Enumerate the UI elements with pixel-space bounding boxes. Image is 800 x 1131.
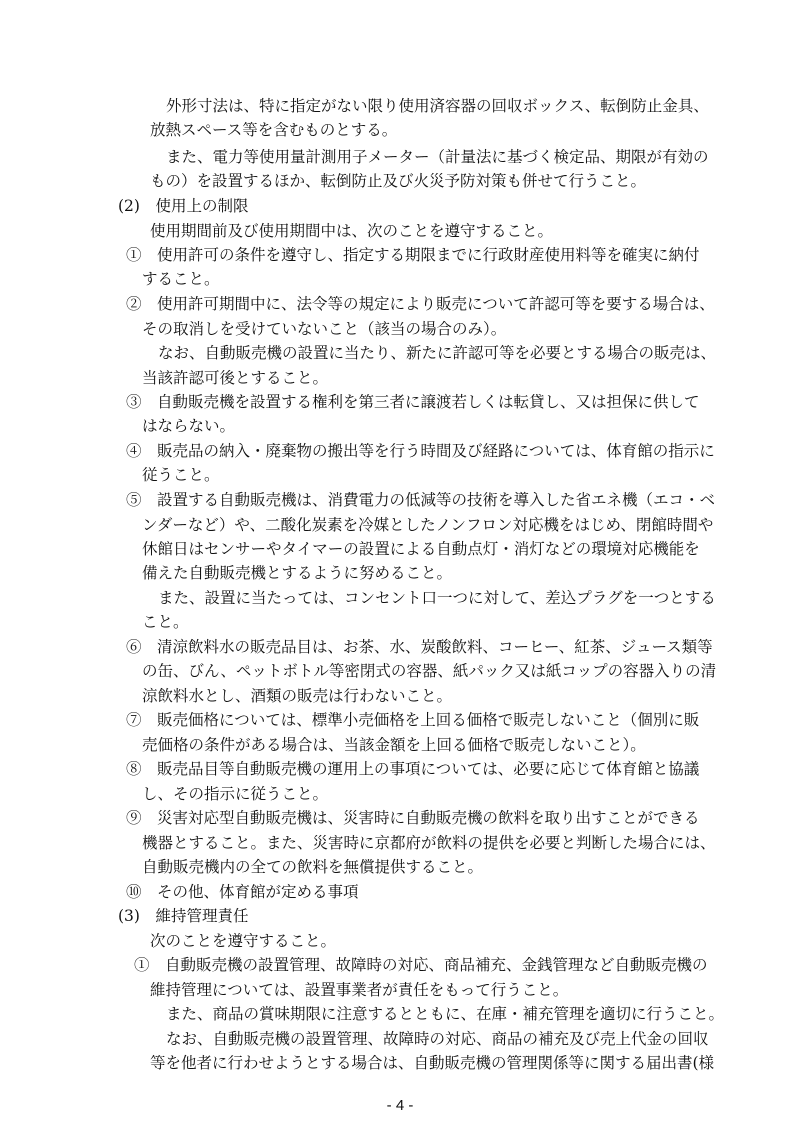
body-line: また、設置に当たっては、コンセント口一つに対して、差込プラグを一つとする: [158, 589, 716, 607]
list-item: ① 使用許可の条件を遵守し、指定する期限までに行政財産使用料等を確実に納付: [126, 246, 700, 264]
list-item: ⑨ 災害対応型自動販売機は、災害時に自動販売機の飲料を取り出すことができる: [126, 809, 700, 827]
body-line: し、その指示に従うこと。: [142, 785, 329, 803]
page-number: - 4 -: [386, 1097, 414, 1114]
body-line: また、電力等使用量計測用子メーター（計量法に基づく検定品、期限が有効の: [166, 148, 709, 166]
body-line: その取消しを受けていないこと（該当の場合のみ）。: [142, 320, 507, 338]
body-line: 涼飲料水とし、酒類の販売は行わないこと。: [142, 687, 453, 705]
list-item: ② 使用許可期間中に、法令等の規定により販売について許認可等を要する場合は、: [126, 295, 715, 313]
body-line: 従うこと。: [142, 466, 220, 484]
body-line: 放熱スペース等を含むものとする。: [150, 121, 398, 139]
body-line: 自動販売機内の全ての飲料を無償提供すること。: [142, 858, 484, 876]
body-line: の缶、びん、ペットボトル等密閉式の容器、紙パック又は紙コップの容器入りの清: [142, 662, 717, 680]
body-line: はならない。: [142, 417, 236, 435]
body-line: すること。: [142, 270, 220, 288]
body-line: ンダーなど）や、二酸化炭素を冷媒としたノンフロン対応機をはじめ、閉館時間や: [142, 516, 714, 534]
body-line: また、商品の賞味期限に注意するとともに、在庫・補充管理を適切に行うこと。: [166, 1005, 725, 1023]
body-line: 次のことを遵守すること。: [150, 932, 337, 950]
body-line: 備えた自動販売機とするように努めること。: [142, 564, 453, 582]
list-item: ⑤ 設置する自動販売機は、消費電力の低減等の技術を導入した省エネ機（エコ・ベ: [126, 491, 716, 509]
body-line: 等を他者に行わせようとする場合は、自動販売機の管理関係等に関する届出書(様: [150, 1054, 715, 1072]
list-item: ⑥ 清涼飲料水の販売品目は、お茶、水、炭酸飲料、コーヒー、紅茶、ジュース類等: [126, 638, 713, 656]
section-heading: (3) 維持管理責任: [118, 907, 249, 925]
body-line: 維持管理については、設置事業者が責任をもって行うこと。: [150, 981, 569, 999]
body-line: 機器とすること。また、災害時に京都府が飲料の提供を必要と判断した場合には、: [142, 834, 716, 852]
list-item: ⑩ その他、体育館が定める事項: [126, 883, 359, 901]
list-item: ⑧ 販売品目等自動販売機の運用上の事項については、必要に応じて体育館と協議: [126, 760, 700, 778]
list-item: ③ 自動販売機を設置する権利を第三者に譲渡若しくは転貸し、又は担保に供して: [126, 393, 700, 411]
list-item: ① 自動販売機の設置管理、故障時の対応、商品補充、金銭管理など自動販売機の: [134, 956, 708, 974]
body-line: 売価格の条件がある場合は、当該金額を上回る価格で販売しないこと）。: [142, 736, 646, 754]
list-item: ④ 販売品の納入・廃棄物の搬出等を行う時間及び経路については、体育館の指示に: [126, 442, 715, 460]
body-line: なお、自動販売機の設置に当たり、新たに許認可等を必要とする場合の販売は、: [158, 344, 717, 362]
body-line: 休館日はセンサーやタイマーの設置による自動点灯・消灯などの環境対応機能を: [142, 540, 700, 558]
body-line: 外形寸法は、特に指定がない限り使用済容器の回収ボックス、転倒防止金具、: [166, 97, 709, 115]
body-line: なお、自動販売機の設置管理、故障時の対応、商品の補充及び売上代金の回収: [166, 1030, 709, 1048]
body-line: 当該許認可後とすること。: [142, 369, 329, 387]
body-line: もの）を設置するほか、転倒防止及び火災予防対策も併せて行うこと。: [150, 172, 647, 190]
body-line: こと。: [142, 613, 189, 631]
list-item: ⑦ 販売価格については、標準小売価格を上回る価格で販売しないこと（個別に販: [126, 711, 700, 729]
section-heading: (2) 使用上の制限: [118, 197, 249, 215]
body-line: 使用期間前及び使用期間中は、次のことを遵守すること。: [150, 222, 554, 240]
